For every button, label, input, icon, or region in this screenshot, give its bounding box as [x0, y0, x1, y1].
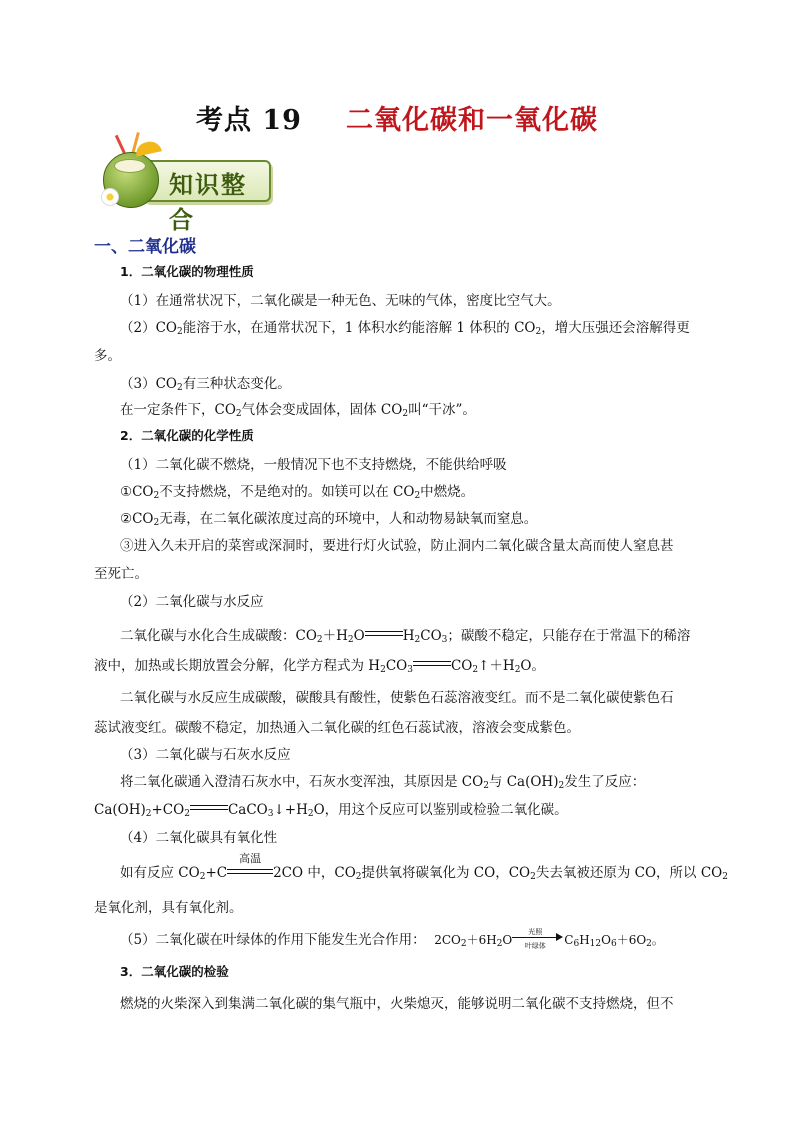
topic-number: 考点 19	[196, 105, 302, 136]
equation-paragraph: 如有反应 $CO_2+C$ 高温 2CO 中，$CO_2$提供氧将碳氧化为 CO，$CO_2$失去氧被还原为 CO，所以 $CO_2$	[120, 852, 728, 882]
paragraph: $①CO_2$不支持燃烧，不是绝对的。如镁可以在 $CO_2$中燃烧。	[120, 484, 475, 501]
paragraph: $(3)CO_2$有三种状态变化。	[120, 376, 291, 393]
badge-banner	[143, 160, 271, 234]
knowledge-badge	[95, 138, 270, 234]
paragraph: 蕊试液变红。碳酸不稳定，加热通入二氧化碳的红色石蕊试液，溶液会变成紫色。	[94, 720, 580, 736]
umbrella-icon	[134, 139, 162, 156]
subheading-test: 3．二氧化碳的检验	[120, 964, 229, 979]
paragraph: （3）二氧化碳与石灰水反应	[120, 747, 291, 763]
topic-name: 二氧化碳和一氧化碳	[345, 105, 598, 136]
photosynthesis-arrow: 光照 叶绿体	[512, 930, 564, 944]
paragraph: （4）二氧化碳具有氧化性	[120, 830, 278, 846]
equals-sign	[190, 803, 228, 813]
paragraph: 多。	[94, 348, 121, 364]
badge-text: 知识整合	[169, 170, 247, 234]
reaction-condition: 高温	[227, 863, 273, 877]
paragraph: （2）二氧化碳与水反应	[120, 594, 264, 610]
flower-icon	[101, 188, 119, 206]
equation-paragraph: 液中，加热或长期放置会分解，化学方程式为 $H_2CO_3$ $CO_2↑+H_2O$。	[94, 658, 545, 675]
equals-sign	[365, 629, 403, 639]
equation-paragraph: 二氧化碳与水化合生成碳酸：$CO_2+H_2O$ $H_2CO_3$；碳酸不稳定，只能存在于常温下的稀溶	[120, 628, 691, 645]
subheading-physical: 1．二氧化碳的物理性质	[120, 264, 254, 279]
section-heading: 一、二氧化碳	[94, 237, 196, 257]
paragraph: 燃烧的火柴深入到集满二氧化碳的集气瓶中，火柴熄灭，能够说明二氧化碳不支持燃烧，但不	[120, 996, 674, 1012]
equation-paragraph: （5）二氧化碳在叶绿体的作用下能发生光合作用： $2CO_2+6H_2O$ 光照 叶绿体 $C_6H_{12}O_6+6O_2$。	[120, 928, 664, 950]
paragraph: 是氧化剂，具有氧化剂。	[94, 900, 243, 916]
paragraph: $(2)CO_2$能溶于水，在通常状况下，1 体积水约能溶解 1 体积的 $CO_2$，增大压强还会溶解得更	[120, 320, 690, 337]
equals-sign	[413, 659, 451, 669]
paragraph: 至死亡。	[94, 566, 148, 582]
paragraph: 将二氧化碳通入澄清石灰水中，石灰水变浑浊，其原因是 $CO_2$与 $Ca(OH)_2$发生了反应：	[120, 774, 646, 791]
paragraph: （1）二氧化碳不燃烧，一般情况下也不支持燃烧，不能供给呼吸	[120, 457, 507, 473]
paragraph: ③进入久未开启的菜窖或深洞时，要进行灯火试验，防止洞内二氧化碳含量太高而使人窒息甚	[120, 538, 674, 554]
paragraph: 二氧化碳与水反应生成碳酸，碳酸具有酸性，使紫色石蕊溶液变红。而不是二氧化碳使紫色石	[120, 690, 674, 706]
page-title	[0, 98, 794, 137]
paragraph: （1）在通常状况下，二氧化碳是一种无色、无味的气体，密度比空气大。	[120, 293, 561, 309]
equation-paragraph: $Ca(OH)_2+CO_2$ $CaCO_3↓+H_2O$，用这个反应可以鉴别或检验二氧化碳。	[94, 802, 568, 819]
paragraph: $②CO_2$无毒，在二氧化碳浓度过高的环境中，人和动物易缺氧而窒息。	[120, 511, 538, 528]
subheading-chemical: 2．二氧化碳的化学性质	[120, 428, 254, 443]
paragraph: 在一定条件下，$CO_2$气体会变成固体，固体 $CO_2$叫“干冰”。	[120, 402, 476, 419]
